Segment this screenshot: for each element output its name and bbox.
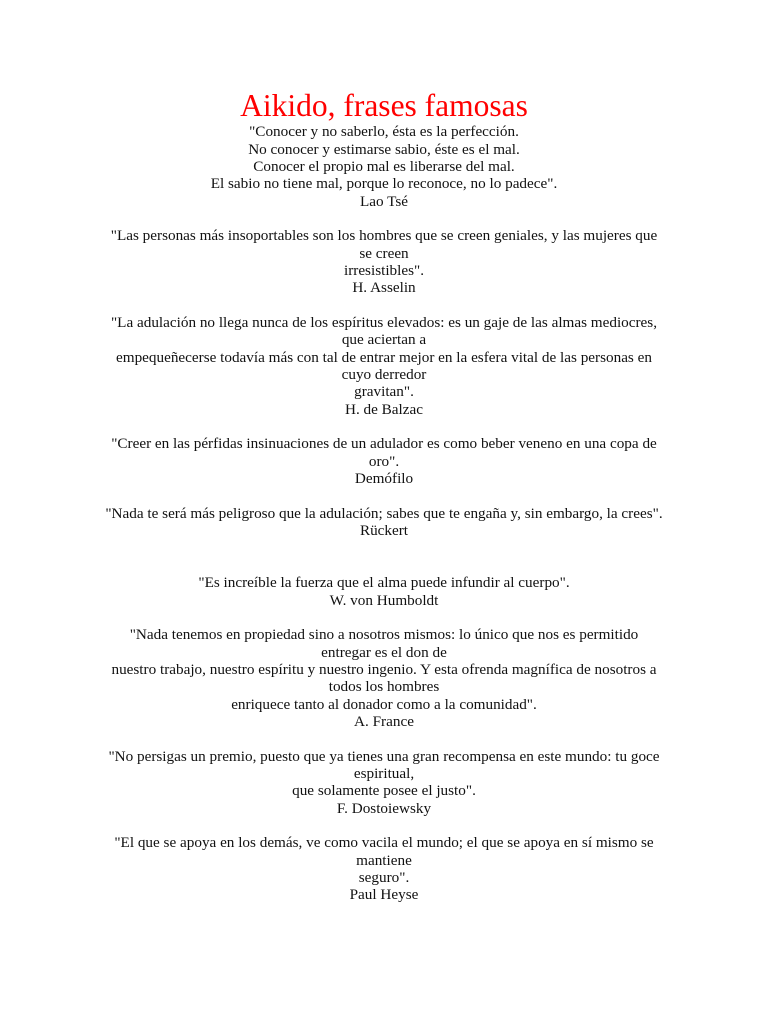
page-title: Aikido, frases famosas [240, 88, 528, 123]
quote-line: "Creer en las pérfidas insinuaciones de un adulador es como beber veneno en una copa de [111, 435, 657, 453]
quote-block [34, 227, 734, 296]
quote-line: que aciertan a [341, 331, 427, 349]
quote-block [34, 574, 734, 609]
quote-line: oro". [368, 452, 400, 470]
quote-line: que solamente posee el justo". [292, 782, 476, 800]
quote-block [34, 505, 734, 540]
quote-line: Conocer el propio mal es liberarse del mal. [253, 157, 515, 175]
quote-line: "Las personas más insoportables son los hombres que se creen geniales, y las mujeres que [110, 227, 658, 245]
quote-line: El sabio no tiene mal, porque lo reconoce, no lo padece". [210, 175, 558, 193]
quote-author: A. France [354, 712, 414, 730]
quote-author: H. de Balzac [344, 400, 423, 418]
quote-line: enriquece tanto al donador como a la comunidad". [231, 695, 537, 713]
quote-line: todos los hombres [328, 678, 440, 696]
quote-line: empequeñecerse todavía más con tal de entrar mejor en la esfera vital de las personas en [116, 348, 652, 366]
quote-author: Demófilo [354, 470, 414, 488]
quote-block [34, 626, 734, 730]
quote-line: "Conocer y no saberlo, ésta es la perfección. [249, 123, 519, 141]
quote-block [34, 834, 734, 903]
quote-author: Lao Tsé [359, 192, 408, 210]
quote-line: "La adulación no llega nunca de los espíritus elevados: es un gaje de las almas mediocres, [110, 314, 658, 332]
quote-author: Paul Heyse [349, 886, 419, 904]
quote-line: se creen [359, 244, 409, 262]
quote-line: cuyo derredor [341, 366, 427, 384]
quote-author: F. Dostoiewsky [336, 799, 432, 817]
quote-line: entregar es el don de [321, 643, 447, 661]
quote-line: "Nada tenemos en propiedad sino a nosotros mismos: lo único que nos es permitido [129, 626, 639, 644]
quote-line: mantiene [356, 851, 412, 869]
quote-line: "El que se apoya en los demás, ve como vacila el mundo; el que se apoya en sí mismo se [114, 834, 654, 852]
quote-author: Rückert [359, 522, 409, 540]
quote-author: W. von Humboldt [329, 591, 439, 609]
quote-line: gravitan". [354, 383, 414, 401]
quote-block [34, 123, 734, 210]
quote-block [34, 435, 734, 487]
quote-line: nuestro trabajo, nuestro espíritu y nuestro ingenio. Y esta ofrenda magnífica de nosotros a [111, 660, 657, 678]
quote-line: espiritual, [353, 765, 415, 783]
quote-line: seguro". [358, 869, 410, 887]
quote-line: "Es increíble la fuerza que el alma puede infundir al cuerpo". [198, 574, 570, 592]
quote-line: "No persigas un premio, puesto que ya tienes una gran recompensa en este mundo: tu goce [108, 747, 660, 765]
quote-line: "Nada te será más peligroso que la adulación; sabes que te engaña y, sin embargo, la crees". [105, 504, 663, 522]
quote-block [34, 748, 734, 817]
quotes-list [34, 123, 734, 903]
quote-line: No conocer y estimarse sabio, éste es el mal. [248, 140, 520, 158]
quote-line: irresistibles". [343, 262, 425, 280]
quote-author: H. Asselin [352, 279, 416, 297]
quote-block [34, 314, 734, 418]
